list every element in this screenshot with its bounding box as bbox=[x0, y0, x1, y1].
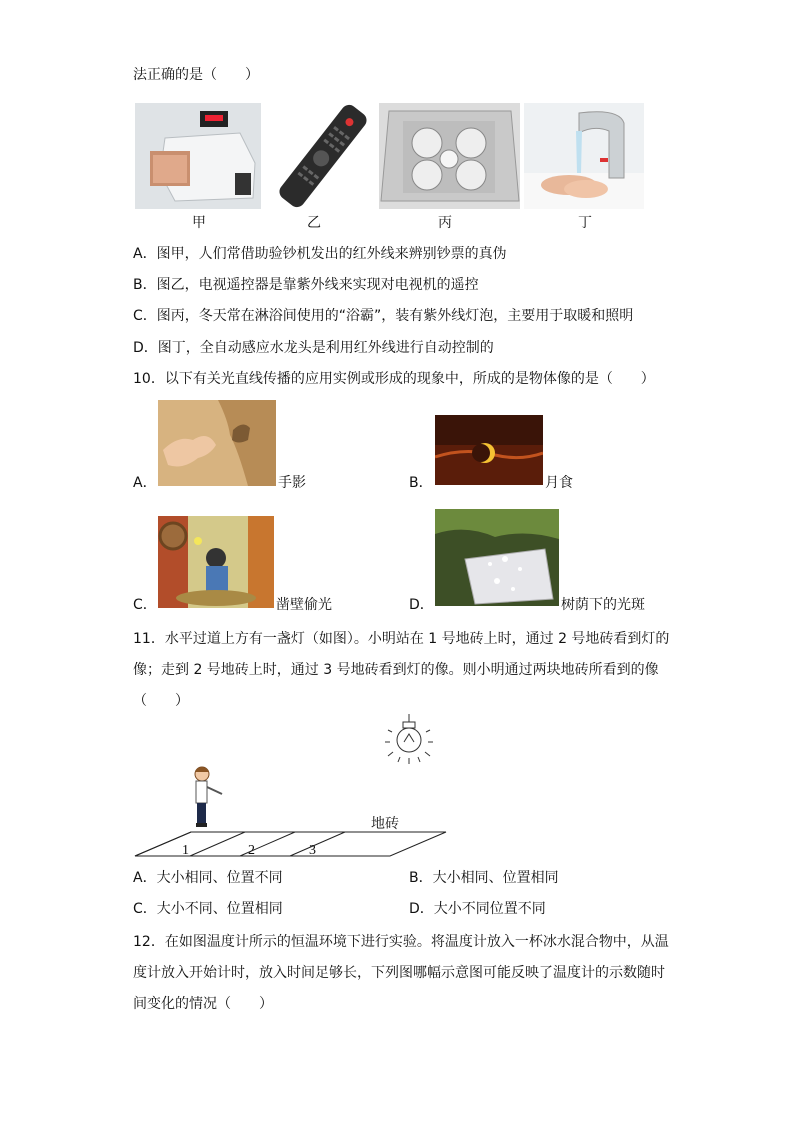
q11-stem-line1: 11．水平过道上方有一盏灯（如图）。小明站在 1 号地砖上时，通过 2 号地砖看到灯的 bbox=[133, 631, 670, 647]
tiles-label: 地砖 bbox=[371, 816, 399, 832]
moon-eclipse-image bbox=[435, 415, 543, 485]
q10-option-b-caption: 月食 bbox=[545, 475, 573, 491]
q11-option-c: C．大小不同、位置相同 bbox=[133, 901, 283, 917]
tile-number-2: 2 bbox=[248, 843, 255, 858]
q11-stem-line3: （ ） bbox=[133, 693, 189, 709]
caption-bing: 丙 bbox=[438, 215, 452, 231]
q9-option-c: C．图丙，冬天常在淋浴间使用的“浴霸”，装有紫外线灯泡，主要用于取暖和照明 bbox=[133, 308, 634, 324]
q12-stem-line2: 度计放入开始计时，放入时间足够长，下列图哪幅示意图可能反映了温度计的示数随时 bbox=[133, 965, 665, 981]
hand-shadow-image bbox=[158, 400, 276, 486]
wall-light-image bbox=[158, 516, 274, 608]
sensor-faucet-image bbox=[524, 103, 644, 209]
q10-option-b-letter: B． bbox=[409, 475, 433, 491]
q10-option-a-letter: A． bbox=[133, 475, 157, 491]
q9-option-a: A．图甲，人们常借助验钞机发出的红外线来辨别钞票的真伪 bbox=[133, 246, 507, 262]
q11-option-d: D．大小不同位置不同 bbox=[409, 901, 546, 917]
tiles-figure bbox=[130, 712, 450, 862]
bath-heater-image bbox=[379, 103, 520, 209]
q9-option-d: D．图丁，全自动感应水龙头是利用红外线进行自动控制的 bbox=[133, 340, 494, 356]
q11-option-b: B．大小相同、位置相同 bbox=[409, 870, 559, 886]
lamp-icon bbox=[385, 714, 433, 764]
q10-option-c-caption: 凿壁偷光 bbox=[276, 597, 332, 613]
tile-number-3: 3 bbox=[309, 843, 316, 858]
q9-option-b: B．图乙，电视遥控器是靠紫外线来实现对电视机的遥控 bbox=[133, 277, 479, 293]
q10-option-c-letter: C． bbox=[133, 597, 157, 613]
money-counter-image bbox=[135, 103, 261, 209]
q10-stem: 10．以下有关光直线传播的应用实例或形成的现象中，所成的是物体像的是（ ） bbox=[133, 371, 655, 387]
q9-stem-tail: 法正确的是（ ） bbox=[133, 67, 259, 83]
caption-jia: 甲 bbox=[192, 215, 206, 231]
tile-number-1: 1 bbox=[182, 843, 189, 858]
q12-stem-line1: 12．在如图温度计所示的恒温环境下进行实验。将温度计放入一杯冰水混合物中，从温 bbox=[133, 934, 669, 950]
remote-control-image bbox=[271, 103, 375, 209]
caption-yi: 乙 bbox=[307, 215, 321, 231]
q12-stem-line3: 间变化的情况（ ） bbox=[133, 996, 273, 1012]
q11-option-a: A．大小相同、位置不同 bbox=[133, 870, 283, 886]
q10-option-d-caption: 树荫下的光斑 bbox=[561, 597, 645, 613]
q10-option-a-caption: 手影 bbox=[278, 475, 306, 491]
q10-option-d-letter: D． bbox=[409, 597, 434, 613]
q11-stem-line2: 像；走到 2 号地砖上时，通过 3 号地砖看到灯的像。则小明通过两块地砖所看到的像 bbox=[133, 662, 659, 678]
caption-ding: 丁 bbox=[578, 215, 592, 231]
tree-light-spots-image bbox=[435, 509, 559, 606]
boy-figure bbox=[195, 767, 222, 827]
